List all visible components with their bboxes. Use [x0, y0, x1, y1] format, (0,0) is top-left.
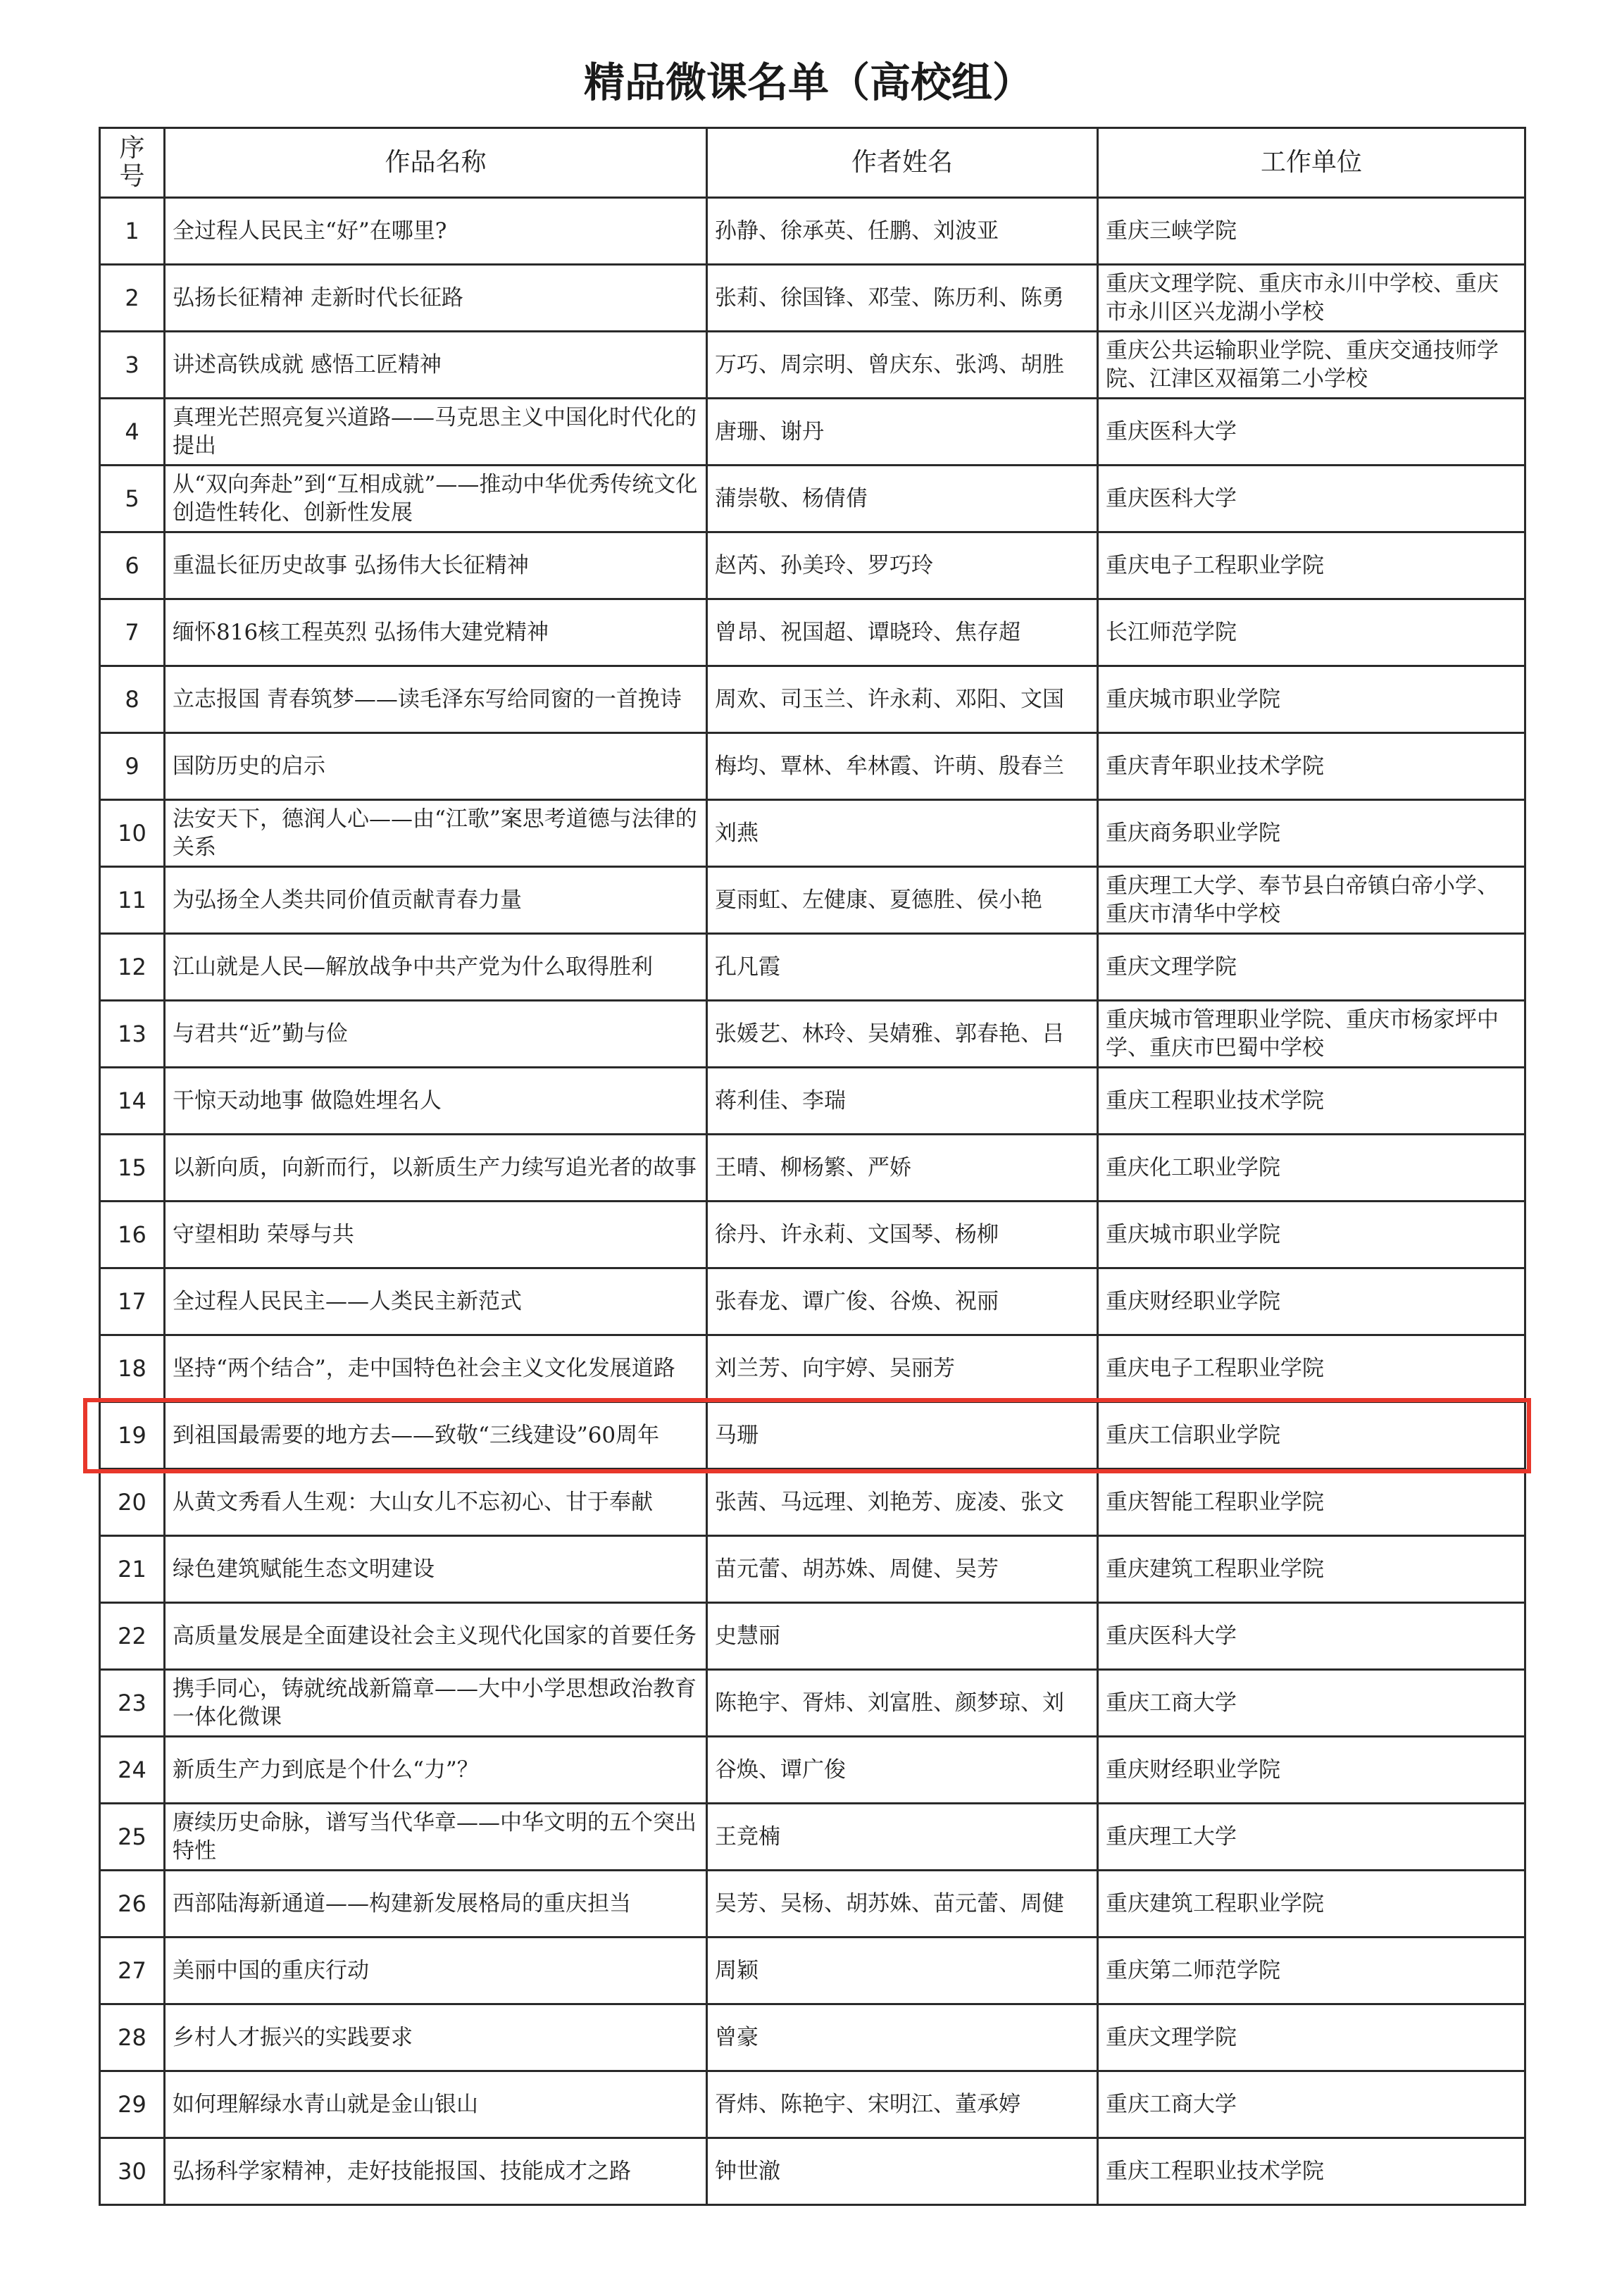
cell-organization-text: 重庆文理学院、重庆市永川中学校、重庆市永川区兴龙湖小学校 [1106, 271, 1499, 325]
cell-author [707, 1402, 1098, 1469]
cell-author [707, 733, 1098, 800]
cell-work-title [165, 1804, 707, 1871]
cell-work-title-text: 以新向质，向新而行，以新质生产力续写追光者的故事 [173, 1155, 697, 1180]
table-row [100, 2071, 1525, 2138]
cell-author [707, 666, 1098, 733]
cell-no: 5 [100, 466, 165, 532]
cell-work-title [165, 800, 707, 867]
cell-work-title [165, 399, 707, 466]
cell-work-title-text: 全过程人民民主“好”在哪里? [173, 218, 447, 244]
cell-author-text: 孔凡霞 [715, 954, 780, 980]
cell-organization-text: 重庆城市职业学院 [1106, 687, 1280, 712]
cell-work-title [165, 867, 707, 934]
cell-work-title-text: 携手同心，铸就统战新篇章——大中小学思想政治教育一体化微课 [173, 1676, 697, 1730]
cell-organization [1098, 934, 1525, 1001]
cell-organization [1098, 2004, 1525, 2071]
cell-author-text: 钟世澈 [715, 2159, 780, 2184]
cell-organization [1098, 733, 1525, 800]
cell-work-title [165, 1202, 707, 1268]
cell-author-text: 赵芮、孙美玲、罗巧玲 [715, 553, 933, 578]
cell-no: 18 [100, 1335, 165, 1402]
cell-work-title-text: 弘扬科学家精神，走好技能报国、技能成才之路 [173, 2159, 631, 2184]
cell-author [707, 1001, 1098, 1068]
table-row [100, 1603, 1525, 1670]
cell-work-title [165, 1603, 707, 1670]
cell-organization [1098, 1871, 1525, 1938]
cell-no: 15 [100, 1135, 165, 1202]
cell-work-title-text: 绿色建筑赋能生态文明建设 [173, 1556, 435, 1582]
cell-author [707, 1871, 1098, 1938]
cell-author [707, 934, 1098, 1001]
cell-author [707, 1804, 1098, 1871]
table-row [100, 733, 1525, 800]
cell-no: 24 [100, 1737, 165, 1804]
table-header-row [100, 128, 1525, 198]
table-row [100, 1536, 1525, 1603]
cell-organization [1098, 1938, 1525, 2004]
cell-organization [1098, 1536, 1525, 1603]
cell-work-title-text: 弘扬长征精神 走新时代长征路 [173, 285, 463, 311]
cell-organization-text: 重庆电子工程职业学院 [1106, 1356, 1324, 1381]
cell-author-text: 蒋利佳、李瑞 [715, 1088, 846, 1113]
cell-author [707, 1202, 1098, 1268]
cell-no: 13 [100, 1001, 165, 1068]
cell-author [707, 2004, 1098, 2071]
cell-organization-text: 重庆建筑工程职业学院 [1106, 1891, 1324, 1916]
table-row [100, 1670, 1525, 1737]
cell-author-text: 苗元蕾、胡苏姝、周健、吴芳 [715, 1556, 999, 1582]
cell-work-title [165, 332, 707, 399]
cell-organization-text: 重庆工信职业学院 [1106, 1423, 1280, 1448]
page-title: 精品微课名单（高校组） [583, 58, 1033, 106]
cell-work-title [165, 1871, 707, 1938]
cell-organization [1098, 800, 1525, 867]
cell-work-title-text: 立志报国 青春筑梦——读毛泽东写给同窗的一首挽诗 [173, 687, 682, 712]
cell-author [707, 1268, 1098, 1335]
cell-no: 28 [100, 2004, 165, 2071]
cell-organization-text: 重庆化工职业学院 [1106, 1155, 1280, 1180]
cell-organization [1098, 399, 1525, 466]
cell-author-text: 孙静、徐承英、任鹏、刘波亚 [715, 218, 999, 244]
cell-organization-text: 重庆工商大学 [1106, 1690, 1237, 1716]
cell-author [707, 2071, 1098, 2138]
cell-no: 10 [100, 800, 165, 867]
cell-author [707, 599, 1098, 666]
cell-work-title [165, 1135, 707, 1202]
table-row [100, 1737, 1525, 1804]
cell-organization-text: 重庆财经职业学院 [1106, 1757, 1280, 1783]
cell-no: 19 [100, 1402, 165, 1469]
table-row [100, 1268, 1525, 1335]
cell-author-text: 周颖 [715, 1958, 758, 1983]
cell-no: 23 [100, 1670, 165, 1737]
cell-no: 30 [100, 2138, 165, 2205]
cell-organization-text: 重庆医科大学 [1106, 1623, 1237, 1649]
cell-work-title-text: 赓续历史命脉，谱写当代华章——中华文明的五个突出特性 [173, 1810, 697, 1864]
cell-work-title-text: 从“双向奔赴”到“互相成就”——推动中华优秀传统文化创造性转化、创新性发展 [173, 472, 698, 525]
cell-no: 6 [100, 532, 165, 599]
cell-work-title [165, 733, 707, 800]
cell-organization-text: 重庆财经职业学院 [1106, 1289, 1280, 1314]
cell-organization [1098, 1670, 1525, 1737]
cell-organization-text: 重庆青年职业技术学院 [1106, 754, 1324, 779]
table-row [100, 934, 1525, 1001]
cell-no: 26 [100, 1871, 165, 1938]
cell-no: 7 [100, 599, 165, 666]
cell-author-text: 胥炜、陈艳宇、宋明江、董承婷 [715, 2092, 1020, 2117]
table-row [100, 1335, 1525, 1402]
cell-author [707, 332, 1098, 399]
cell-organization [1098, 2138, 1525, 2205]
table-row [100, 332, 1525, 399]
cell-author [707, 1670, 1098, 1737]
cell-organization [1098, 1804, 1525, 1871]
cell-work-title-text: 法安天下，德润人心——由“江歌”案思考道德与法律的关系 [173, 806, 697, 860]
cell-work-title [165, 599, 707, 666]
cell-organization [1098, 1335, 1525, 1402]
cell-work-title [165, 2004, 707, 2071]
cell-author-text: 曾豪 [715, 2025, 758, 2050]
cell-author-text: 张媛艺、林玲、吴婧雅、郭春艳、吕 [715, 1021, 1064, 1047]
cell-author [707, 532, 1098, 599]
cell-organization [1098, 1402, 1525, 1469]
cell-author [707, 1335, 1098, 1402]
cell-author [707, 1737, 1098, 1804]
table-row [100, 599, 1525, 666]
table-row [100, 1804, 1525, 1871]
cell-work-title [165, 1068, 707, 1135]
cell-organization-text: 重庆医科大学 [1106, 486, 1237, 511]
cell-work-title-text: 为弘扬全人类共同价值贡献青春力量 [173, 887, 522, 913]
cell-author [707, 1135, 1098, 1202]
cell-author [707, 1938, 1098, 2004]
cell-author-text: 张茜、马远理、刘艳芳、庞凌、张文 [715, 1490, 1064, 1515]
cell-author-text: 蒲崇敬、杨倩倩 [715, 486, 868, 511]
cell-work-title [165, 2138, 707, 2205]
table-row [100, 867, 1525, 934]
cell-organization [1098, 466, 1525, 532]
cell-organization [1098, 599, 1525, 666]
cell-organization-text: 重庆城市职业学院 [1106, 1222, 1280, 1247]
table-row [100, 1402, 1525, 1469]
table-row [100, 198, 1525, 265]
cell-work-title [165, 1001, 707, 1068]
cell-work-title-text: 从黄文秀看人生观：大山女儿不忘初心、甘于奉献 [173, 1490, 653, 1515]
cell-author [707, 1469, 1098, 1536]
cell-work-title [165, 1268, 707, 1335]
cell-work-title-text: 坚持“两个结合”，走中国特色社会主义文化发展道路 [173, 1356, 675, 1381]
header-organization: 工作单位 [1098, 128, 1525, 198]
cell-work-title-text: 全过程人民民主——人类民主新范式 [173, 1289, 522, 1314]
cell-no: 25 [100, 1804, 165, 1871]
cell-work-title-text: 国防历史的启示 [173, 754, 325, 779]
table-row [100, 1469, 1525, 1536]
cell-work-title-text: 江山就是人民—解放战争中共产党为什么取得胜利 [173, 954, 653, 980]
cell-author [707, 1603, 1098, 1670]
cell-author [707, 2138, 1098, 2205]
cell-organization-text: 重庆医科大学 [1106, 419, 1237, 444]
cell-organization-text: 长江师范学院 [1106, 620, 1237, 645]
cell-author-text: 马珊 [715, 1423, 758, 1448]
cell-work-title-text: 与君共“近”勤与俭 [173, 1021, 348, 1047]
cell-author-text: 王竞楠 [715, 1824, 780, 1849]
cell-author-text: 徐丹、许永莉、文国琴、杨柳 [715, 1222, 999, 1247]
cell-author [707, 265, 1098, 332]
cell-author [707, 466, 1098, 532]
cell-organization-text: 重庆工商大学 [1106, 2092, 1237, 2117]
cell-work-title [165, 666, 707, 733]
cell-work-title [165, 466, 707, 532]
table-row [100, 265, 1525, 332]
cell-work-title-text: 真理光芒照亮复兴道路——马克思主义中国化时代化的提出 [173, 405, 697, 458]
cell-work-title-text: 讲述高铁成就 感悟工匠精神 [173, 352, 442, 378]
cell-work-title-text: 到祖国最需要的地方去——致敬“三线建设”60周年 [173, 1423, 660, 1448]
cell-organization [1098, 1202, 1525, 1268]
cell-work-title [165, 532, 707, 599]
cell-author [707, 800, 1098, 867]
cell-work-title-text: 缅怀816核工程英烈 弘扬伟大建党精神 [173, 620, 549, 645]
cell-organization-text: 重庆建筑工程职业学院 [1106, 1556, 1324, 1582]
table-row [100, 800, 1525, 867]
cell-organization [1098, 332, 1525, 399]
header-no: 序号 [100, 128, 165, 198]
cell-work-title-text: 乡村人才振兴的实践要求 [173, 2025, 413, 2050]
cell-work-title [165, 1469, 707, 1536]
cell-organization-text: 重庆理工大学 [1106, 1824, 1237, 1849]
cell-organization-text: 重庆三峡学院 [1106, 218, 1237, 244]
cell-work-title-text: 守望相助 荣辱与共 [173, 1222, 354, 1247]
table-row [100, 1871, 1525, 1938]
cell-author-text: 曾昂、祝国超、谭晓玲、焦存超 [715, 620, 1020, 645]
cell-organization-text: 重庆理工大学、奉节县白帝镇白帝小学、重庆市清华中学校 [1106, 873, 1499, 927]
cell-no: 1 [100, 198, 165, 265]
cell-organization-text: 重庆城市管理职业学院、重庆市杨家坪中学、重庆市巴蜀中学校 [1106, 1007, 1499, 1061]
cell-organization [1098, 1737, 1525, 1804]
cell-organization-text: 重庆文理学院 [1106, 954, 1237, 980]
cell-organization [1098, 666, 1525, 733]
table-row [100, 1202, 1525, 1268]
table-row [100, 1135, 1525, 1202]
cell-organization [1098, 867, 1525, 934]
header-work-title: 作品名称 [165, 128, 707, 198]
cell-author-text: 唐珊、谢丹 [715, 419, 824, 444]
cell-author-text: 史慧丽 [715, 1623, 780, 1649]
cell-work-title [165, 1335, 707, 1402]
cell-no: 14 [100, 1068, 165, 1135]
table-row [100, 1068, 1525, 1135]
cell-author [707, 399, 1098, 466]
cell-organization-text: 重庆第二师范学院 [1106, 1958, 1280, 1983]
cell-organization [1098, 1001, 1525, 1068]
cell-work-title-text: 重温长征历史故事 弘扬伟大长征精神 [173, 553, 529, 578]
cell-work-title [165, 1737, 707, 1804]
cell-organization-text: 重庆公共运输职业学院、重庆交通技师学院、江津区双福第二小学校 [1106, 338, 1499, 392]
cell-author-text: 王晴、柳杨繁、严娇 [715, 1155, 911, 1180]
cell-author-text: 陈艳宇、胥炜、刘富胜、颜梦琼、刘 [715, 1690, 1064, 1716]
cell-author-text: 刘兰芳、向宇婷、吴丽芳 [715, 1356, 955, 1381]
cell-no: 20 [100, 1469, 165, 1536]
cell-no: 12 [100, 934, 165, 1001]
cell-author-text: 周欢、司玉兰、许永莉、邓阳、文国 [715, 687, 1064, 712]
cell-author-text: 万巧、周宗明、曾庆东、张鸿、胡胜 [715, 352, 1064, 378]
cell-organization [1098, 198, 1525, 265]
cell-author [707, 198, 1098, 265]
cell-work-title-text: 美丽中国的重庆行动 [173, 1958, 369, 1983]
cell-work-title [165, 1938, 707, 2004]
table-row [100, 2004, 1525, 2071]
cell-organization-text: 重庆智能工程职业学院 [1106, 1490, 1324, 1515]
cell-work-title-text: 如何理解绿水青山就是金山银山 [173, 2092, 478, 2117]
cell-organization-text: 重庆电子工程职业学院 [1106, 553, 1324, 578]
cell-no: 21 [100, 1536, 165, 1603]
cell-no: 3 [100, 332, 165, 399]
table-row [100, 666, 1525, 733]
cell-work-title [165, 1402, 707, 1469]
cell-author-text: 刘燕 [715, 821, 758, 846]
cell-organization [1098, 532, 1525, 599]
cell-no: 11 [100, 867, 165, 934]
table-row [100, 1938, 1525, 2004]
cell-work-title [165, 1536, 707, 1603]
cell-work-title-text: 西部陆海新通道——构建新发展格局的重庆担当 [173, 1891, 631, 1916]
cell-author-text: 梅均、覃林、牟林霞、许萌、殷春兰 [715, 754, 1064, 779]
award-list-table [99, 127, 1526, 2206]
cell-organization [1098, 1068, 1525, 1135]
cell-organization-text: 重庆商务职业学院 [1106, 821, 1280, 846]
table-row [100, 1001, 1525, 1068]
cell-organization-text: 重庆工程职业技术学院 [1106, 1088, 1324, 1113]
cell-author-text: 谷焕、谭广俊 [715, 1757, 846, 1783]
cell-author [707, 1068, 1098, 1135]
header-author: 作者姓名 [707, 128, 1098, 198]
cell-work-title [165, 1670, 707, 1737]
cell-organization [1098, 265, 1525, 332]
cell-work-title [165, 934, 707, 1001]
cell-no: 4 [100, 399, 165, 466]
cell-no: 27 [100, 1938, 165, 2004]
cell-work-title-text: 高质量发展是全面建设社会主义现代化国家的首要任务 [173, 1623, 697, 1649]
cell-work-title [165, 2071, 707, 2138]
cell-author-text: 夏雨虹、左健康、夏德胜、侯小艳 [715, 887, 1042, 913]
cell-author [707, 867, 1098, 934]
cell-work-title-text: 新质生产力到底是个什么“力”？ [173, 1757, 479, 1783]
cell-author-text: 张春龙、谭广俊、谷焕、祝丽 [715, 1289, 999, 1314]
cell-author-text: 张莉、徐国锋、邓莹、陈历利、陈勇 [715, 285, 1064, 311]
cell-organization [1098, 1469, 1525, 1536]
table-row [100, 2138, 1525, 2205]
cell-no: 17 [100, 1268, 165, 1335]
cell-organization [1098, 1268, 1525, 1335]
cell-organization-text: 重庆工程职业技术学院 [1106, 2159, 1324, 2184]
cell-organization-text: 重庆文理学院 [1106, 2025, 1237, 2050]
cell-no: 22 [100, 1603, 165, 1670]
cell-organization [1098, 1603, 1525, 1670]
cell-work-title-text: 干惊天动地事 做隐姓埋名人 [173, 1088, 442, 1113]
cell-work-title [165, 198, 707, 265]
cell-author-text: 吴芳、吴杨、胡苏姝、苗元蕾、周健 [715, 1891, 1064, 1916]
cell-no: 9 [100, 733, 165, 800]
cell-work-title [165, 265, 707, 332]
table-row [100, 532, 1525, 599]
cell-no: 29 [100, 2071, 165, 2138]
table-row [100, 466, 1525, 532]
table-row [100, 399, 1525, 466]
cell-organization [1098, 1135, 1525, 1202]
cell-no: 16 [100, 1202, 165, 1268]
cell-no: 2 [100, 265, 165, 332]
cell-organization [1098, 2071, 1525, 2138]
cell-no: 8 [100, 666, 165, 733]
cell-author [707, 1536, 1098, 1603]
